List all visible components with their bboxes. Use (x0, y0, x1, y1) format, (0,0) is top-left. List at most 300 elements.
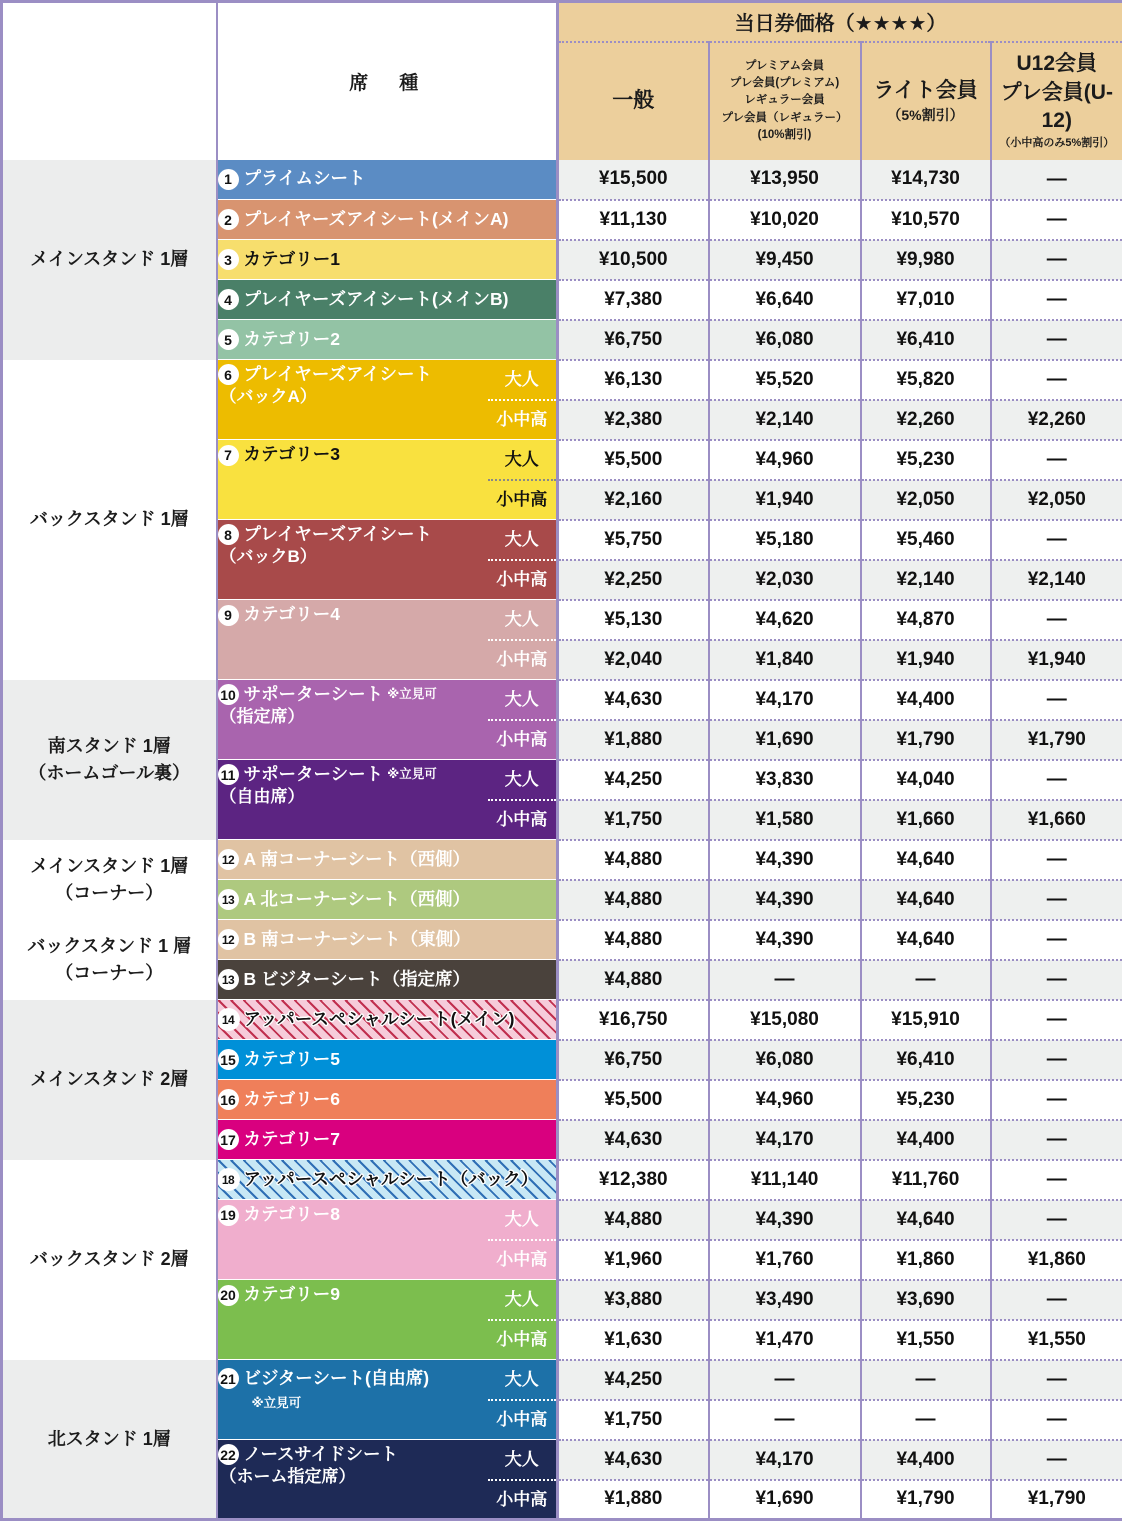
seat-number: 22 (218, 1444, 239, 1465)
price-cell (709, 240, 861, 280)
age-child-label: 小中高 (488, 400, 558, 440)
age-adult-label: 大人 (488, 680, 558, 720)
price-cell (709, 280, 861, 320)
seat-note: ※立見可 (387, 687, 437, 703)
price-cell (861, 1280, 991, 1320)
seat-cell (217, 680, 488, 760)
age-child-label: 小中高 (488, 1320, 558, 1360)
age-adult-label: 大人 (488, 1360, 558, 1400)
price-cell (558, 1040, 709, 1080)
price-cell (861, 480, 991, 520)
price-dash: — (1047, 1408, 1067, 1430)
price-cell (991, 680, 1122, 720)
price-value: ¥2,140 (896, 569, 954, 590)
price-cell (558, 1240, 709, 1280)
price-dash: — (1047, 968, 1067, 990)
price-value: ¥1,790 (896, 1488, 954, 1509)
price-cell (558, 800, 709, 840)
price-cell (709, 680, 861, 720)
price-value: ¥4,640 (896, 929, 954, 950)
seat-cell (217, 240, 558, 280)
price-cell (991, 520, 1122, 560)
price-value: ¥1,580 (755, 809, 813, 830)
seat-name: プライムシート (244, 168, 366, 190)
price-cell (709, 800, 861, 840)
seat-number: 12 (218, 849, 239, 870)
seat-cell (217, 760, 488, 840)
price-cell (558, 1480, 709, 1520)
stand-label-line: （ホームゴール裏） (3, 760, 216, 786)
seat-number: 15 (218, 1049, 239, 1070)
price-cell (991, 1480, 1122, 1520)
seat-number: 1 (218, 169, 239, 190)
price-value: ¥6,080 (755, 1049, 813, 1070)
seat-number: 20 (218, 1285, 239, 1306)
price-dash: — (1047, 328, 1067, 350)
price-dash: — (1047, 1208, 1067, 1230)
price-cell (709, 1360, 861, 1400)
age-child-label: 小中高 (488, 560, 558, 600)
stand-label (2, 1000, 217, 1160)
price-cell (709, 1160, 861, 1200)
price-cell (991, 800, 1122, 840)
stand-label (2, 680, 217, 840)
price-value: ¥2,260 (1028, 409, 1086, 430)
price-cell (991, 1120, 1122, 1160)
price-value: ¥10,570 (891, 209, 960, 230)
seat-name: カテゴリー2 (244, 329, 341, 351)
seat-number: 13 (218, 889, 239, 910)
price-cell (709, 200, 861, 240)
price-dash: — (916, 1368, 936, 1390)
price-value: ¥5,500 (604, 1089, 662, 1110)
price-value: ¥4,400 (896, 1449, 954, 1470)
price-cell (991, 960, 1122, 1000)
price-value: ¥5,460 (896, 529, 954, 550)
price-cell (991, 1280, 1122, 1320)
seat-cell (217, 520, 488, 600)
price-cell (861, 1040, 991, 1080)
price-cell (558, 920, 709, 960)
price-value: ¥1,880 (604, 729, 662, 750)
stand-label (2, 360, 217, 680)
price-value: ¥10,500 (599, 249, 668, 270)
price-cell (558, 760, 709, 800)
price-value: ¥15,500 (599, 168, 668, 189)
price-cell (558, 440, 709, 480)
price-cell (861, 240, 991, 280)
price-value: ¥3,830 (755, 769, 813, 790)
price-value: ¥4,390 (755, 929, 813, 950)
price-value: ¥1,880 (604, 1488, 662, 1509)
price-value: ¥11,140 (751, 1169, 819, 1190)
price-cell (709, 1440, 861, 1480)
stand-label-line: バックスタンド 1 層 (3, 933, 216, 959)
price-cell (861, 1400, 991, 1440)
seat-number: 6 (218, 364, 239, 385)
price-cell (709, 360, 861, 400)
price-cell (991, 320, 1122, 360)
price-cell (991, 1320, 1122, 1360)
price-value: ¥9,980 (896, 249, 954, 270)
price-value: ¥4,870 (896, 609, 954, 630)
price-dash: — (1047, 1288, 1067, 1310)
price-dash: — (775, 1368, 795, 1390)
age-adult-label: 大人 (488, 600, 558, 640)
price-value: ¥1,690 (755, 1488, 813, 1509)
age-child-label: 小中高 (488, 640, 558, 680)
header-blank-cell (2, 2, 217, 160)
price-cell (861, 920, 991, 960)
price-cell (558, 1360, 709, 1400)
price-value: ¥2,140 (755, 409, 813, 430)
price-value: ¥4,170 (755, 689, 813, 710)
price-cell (861, 320, 991, 360)
price-value: ¥11,760 (892, 1169, 960, 1190)
price-value: ¥5,520 (755, 369, 813, 390)
price-cell (991, 1360, 1122, 1400)
seat-cell (217, 360, 488, 440)
price-cell (709, 1320, 861, 1360)
price-cell (709, 720, 861, 760)
price-cell (558, 200, 709, 240)
price-cell (709, 320, 861, 360)
seat-number: 9 (218, 605, 239, 626)
price-cell (861, 360, 991, 400)
price-cell (991, 1400, 1122, 1440)
price-cell (991, 1080, 1122, 1120)
price-cell (861, 1360, 991, 1400)
header-price-group: 当日券価格（★★★★） (558, 2, 1122, 42)
price-dash: — (1047, 1008, 1067, 1030)
age-adult-label: 大人 (488, 360, 558, 400)
price-value: ¥4,630 (604, 689, 662, 710)
price-cell (991, 1160, 1122, 1200)
table-row (2, 360, 1122, 400)
seat-number: 11 (218, 764, 239, 785)
price-cell (709, 1040, 861, 1080)
price-value: ¥1,940 (755, 489, 813, 510)
price-value: ¥12,380 (599, 1169, 668, 1190)
stand-label-line: 北スタンド 1層 (3, 1426, 216, 1452)
price-value: ¥1,550 (1028, 1329, 1086, 1350)
seat-name: カテゴリー4 (244, 604, 341, 626)
price-value: ¥1,940 (896, 649, 954, 670)
price-dash: — (1047, 1088, 1067, 1110)
price-value: ¥4,630 (604, 1129, 662, 1150)
seat-number: 17 (218, 1129, 239, 1150)
seat-cell (217, 1440, 488, 1520)
age-child-label: 小中高 (488, 1240, 558, 1280)
price-value: ¥4,960 (755, 449, 813, 470)
seat-name-line2: （バックB） (220, 547, 488, 567)
seat-name-line2: （指定席） (220, 707, 488, 727)
header-col-light: ライト会員 （5%割引） (861, 42, 991, 160)
price-cell (558, 160, 709, 200)
seat-name: カテゴリー5 (244, 1049, 341, 1071)
price-value: ¥5,130 (604, 609, 662, 630)
header-col-general (558, 42, 709, 160)
price-cell (558, 1000, 709, 1040)
price-dash: — (1047, 1048, 1067, 1070)
price-cell (861, 1200, 991, 1240)
price-value: ¥4,880 (604, 849, 662, 870)
seat-note: ※立見可 (387, 767, 437, 783)
price-value: ¥4,400 (896, 689, 954, 710)
seat-number: 12 (218, 929, 239, 950)
seat-cell (217, 1280, 488, 1360)
header-col-general-label: 一般 (559, 87, 708, 115)
seat-number: 7 (218, 445, 239, 466)
price-value: ¥2,040 (604, 649, 662, 670)
price-cell (558, 400, 709, 440)
price-cell (861, 680, 991, 720)
price-cell (558, 1440, 709, 1480)
price-cell (709, 400, 861, 440)
price-value: ¥11,130 (599, 209, 667, 230)
price-value: ¥5,500 (604, 449, 662, 470)
age-adult-label: 大人 (488, 520, 558, 560)
stand-label-line: （コーナー） (3, 960, 216, 986)
price-value: ¥6,130 (604, 369, 662, 390)
price-cell (709, 1120, 861, 1160)
price-value: ¥1,750 (604, 1409, 662, 1430)
price-dash: — (1047, 848, 1067, 870)
price-value: ¥2,050 (1028, 489, 1086, 510)
price-cell (861, 1120, 991, 1160)
seat-name: ノースサイドシート (244, 1444, 399, 1466)
seat-number: 5 (218, 329, 239, 350)
price-cell (558, 880, 709, 920)
price-dash: — (1047, 168, 1067, 190)
seat-name: プレイヤーズアイシート(メインA) (244, 209, 509, 231)
price-cell (861, 1160, 991, 1200)
price-cell (861, 1440, 991, 1480)
price-cell (558, 240, 709, 280)
price-cell (709, 600, 861, 640)
price-value: ¥14,730 (891, 168, 960, 189)
stand-label-line: 南スタンド 1層 (3, 733, 216, 759)
price-dash: — (1047, 368, 1067, 390)
seat-name: カテゴリー3 (244, 444, 341, 466)
seat-name: カテゴリー9 (244, 1284, 341, 1306)
price-cell (991, 880, 1122, 920)
seat-number: 18 (218, 1169, 239, 1190)
price-cell (709, 1240, 861, 1280)
seat-name-line2: （自由席） (220, 787, 488, 807)
price-value: ¥4,620 (755, 609, 813, 630)
price-value: ¥1,790 (1028, 729, 1086, 750)
price-value: ¥1,860 (896, 1249, 954, 1270)
price-cell (558, 1120, 709, 1160)
seat-name: サポーターシート (244, 764, 384, 786)
price-cell (861, 800, 991, 840)
price-cell (558, 720, 709, 760)
price-cell (709, 920, 861, 960)
price-cell (861, 520, 991, 560)
table-row (2, 680, 1122, 720)
stand-label-line: メインスタンド 1層 (3, 246, 216, 272)
price-value: ¥2,030 (755, 569, 813, 590)
price-value: ¥4,250 (604, 769, 662, 790)
stand-label-line: メインスタンド 2層 (3, 1066, 216, 1092)
price-cell (991, 1240, 1122, 1280)
price-value: ¥13,950 (750, 168, 819, 189)
header-row-top (2, 2, 1122, 42)
seat-name-line2: （ホーム指定席） (220, 1467, 488, 1487)
stand-label (2, 160, 217, 360)
header-col-member: プレミアム会員 プレ会員(プレミアム) レギュラー会員 プレ会員（レギュラー） (10%割引) (709, 42, 861, 160)
price-value: ¥1,470 (755, 1329, 813, 1350)
price-value: ¥1,690 (755, 729, 813, 750)
seat-name: アッパースペシャルシート（バック） (244, 1169, 539, 1191)
price-value: ¥4,880 (604, 969, 662, 990)
price-cell (991, 840, 1122, 880)
seat-cell (217, 1000, 558, 1040)
price-cell (991, 760, 1122, 800)
age-adult-label: 大人 (488, 1440, 558, 1480)
stand-label-line: バックスタンド 1層 (3, 506, 216, 532)
price-dash: — (775, 968, 795, 990)
price-dash: — (1047, 768, 1067, 790)
price-cell (709, 1280, 861, 1320)
price-value: ¥4,880 (604, 889, 662, 910)
price-cell (861, 720, 991, 760)
age-child-label: 小中高 (488, 480, 558, 520)
price-cell (991, 480, 1122, 520)
price-value: ¥1,960 (604, 1249, 662, 1270)
price-cell (991, 280, 1122, 320)
price-value: ¥2,160 (604, 489, 662, 510)
price-cell (709, 520, 861, 560)
price-cell (709, 480, 861, 520)
price-cell (861, 160, 991, 200)
price-cell (558, 480, 709, 520)
price-value: ¥6,410 (896, 329, 954, 350)
price-cell (861, 960, 991, 1000)
price-value: ¥2,380 (604, 409, 662, 430)
price-dash: — (1047, 448, 1067, 470)
price-value: ¥1,630 (604, 1329, 662, 1350)
seat-cell (217, 1040, 558, 1080)
price-cell (861, 440, 991, 480)
price-value: ¥1,660 (896, 809, 954, 830)
stand-label (2, 920, 217, 1000)
seat-cell (217, 920, 558, 960)
price-dash: — (1047, 688, 1067, 710)
price-dash: — (916, 968, 936, 990)
price-cell (991, 1000, 1122, 1040)
stand-label (2, 1360, 217, 1520)
seat-name: プレイヤーズアイシート (244, 364, 432, 386)
price-value: ¥1,750 (604, 809, 662, 830)
price-cell (991, 1440, 1122, 1480)
age-adult-label: 大人 (488, 1280, 558, 1320)
price-cell (558, 1160, 709, 1200)
price-value: ¥1,860 (1028, 1249, 1086, 1270)
price-dash: — (916, 1408, 936, 1430)
price-value: ¥4,400 (896, 1129, 954, 1150)
price-cell (709, 1080, 861, 1120)
price-value: ¥1,940 (1028, 649, 1086, 670)
age-adult-label: 大人 (488, 760, 558, 800)
price-cell (558, 360, 709, 400)
price-value: ¥15,910 (891, 1009, 960, 1030)
price-cell (558, 320, 709, 360)
table-row (2, 840, 1122, 880)
stand-label-line: メインスタンド 1層 (3, 853, 216, 879)
price-dash: — (1047, 528, 1067, 550)
seat-name: B 南コーナーシート（東側） (244, 929, 471, 951)
price-dash: — (1047, 208, 1067, 230)
price-value: ¥2,140 (1028, 569, 1086, 590)
seat-name: カテゴリー1 (244, 249, 341, 271)
price-cell (558, 280, 709, 320)
price-value: ¥15,080 (750, 1009, 819, 1030)
price-value: ¥4,390 (755, 889, 813, 910)
table-row (2, 1160, 1122, 1200)
price-dash: — (1047, 288, 1067, 310)
table-row (2, 160, 1122, 200)
seat-cell (217, 440, 488, 520)
seat-cell (217, 1120, 558, 1160)
seat-number: 3 (218, 249, 239, 270)
price-dash: — (775, 1408, 795, 1430)
age-child-label: 小中高 (488, 1400, 558, 1440)
price-value: ¥5,750 (604, 529, 662, 550)
stand-label (2, 1160, 217, 1360)
price-cell (861, 840, 991, 880)
price-value: ¥1,790 (1028, 1488, 1086, 1509)
price-value: ¥1,790 (896, 729, 954, 750)
price-dash: — (1047, 1168, 1067, 1190)
price-cell (861, 1000, 991, 1040)
age-adult-label: 大人 (488, 440, 558, 480)
price-value: ¥7,380 (604, 289, 662, 310)
price-value: ¥6,410 (896, 1049, 954, 1070)
age-adult-label: 大人 (488, 1200, 558, 1240)
price-cell (558, 840, 709, 880)
price-value: ¥6,750 (604, 1049, 662, 1070)
seat-cell (217, 600, 488, 680)
seat-number: 16 (218, 1089, 239, 1110)
price-cell (709, 640, 861, 680)
price-value: ¥4,880 (604, 929, 662, 950)
price-cell (991, 360, 1122, 400)
price-value: ¥9,450 (755, 249, 813, 270)
seat-cell (217, 1360, 488, 1440)
seat-number: 19 (218, 1205, 239, 1226)
price-value: ¥10,020 (750, 209, 819, 230)
price-value: ¥2,250 (604, 569, 662, 590)
price-value: ¥3,690 (896, 1289, 954, 1310)
seat-cell (217, 280, 558, 320)
price-cell (558, 1280, 709, 1320)
seat-number: 4 (218, 289, 239, 310)
seat-cell (217, 1200, 488, 1280)
header-col-u12: U12会員 プレ会員(U-12) （小中高のみ5%割引） (991, 42, 1122, 160)
seat-name: ビジターシート(自由席) (244, 1368, 430, 1390)
seat-name: A 北コーナーシート（西側） (244, 889, 471, 911)
price-cell (861, 880, 991, 920)
stand-label (2, 840, 217, 920)
price-value: ¥4,880 (604, 1209, 662, 1230)
seat-name: カテゴリー7 (244, 1129, 341, 1151)
price-value: ¥2,260 (896, 409, 954, 430)
price-cell (861, 1320, 991, 1360)
price-cell (991, 720, 1122, 760)
price-value: ¥5,180 (755, 529, 813, 550)
